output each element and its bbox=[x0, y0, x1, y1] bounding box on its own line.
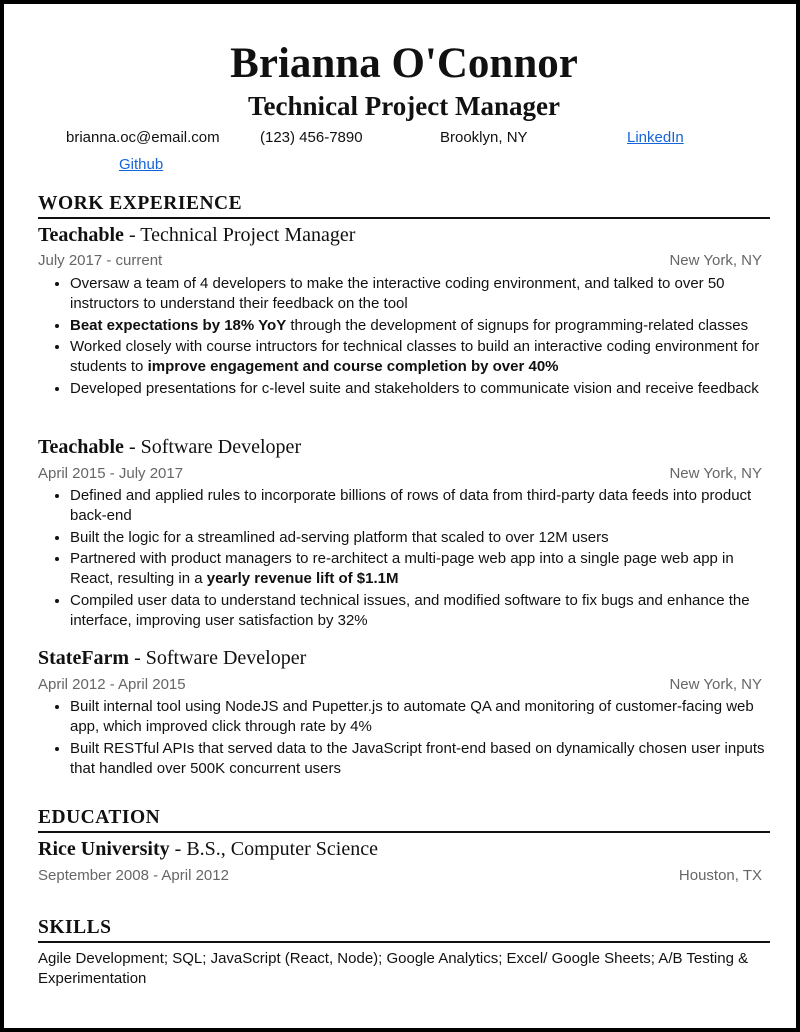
job-separator: - bbox=[123, 224, 141, 246]
job-company: StateFarm bbox=[38, 647, 130, 669]
bullet-item bbox=[70, 591, 770, 631]
job-company: Teachable bbox=[38, 224, 124, 246]
linkedin-link[interactable]: LinkedIn bbox=[627, 129, 684, 146]
bullet-text: Partnered with product managers to re-architect a multi-page web app into a single page web app in React, resulting in a bbox=[70, 550, 734, 587]
location-text: Brooklyn, NY bbox=[440, 129, 528, 146]
job-heading bbox=[38, 434, 301, 460]
job-company: Teachable bbox=[38, 436, 124, 458]
job-separator: - bbox=[123, 436, 141, 458]
skills-heading: SKILLS bbox=[38, 916, 770, 943]
job-dates: April 2015 - July 2017 bbox=[38, 465, 184, 482]
job-location: New York, NY bbox=[669, 465, 762, 482]
job-role: Software Developer bbox=[145, 647, 307, 669]
bullet-text: Developed presentations for c-level suite and stakeholders to communicate vision and receive feedback bbox=[70, 379, 759, 397]
bullet-item bbox=[70, 697, 770, 737]
job-bullets bbox=[38, 274, 770, 400]
bullet-item bbox=[70, 337, 770, 377]
bullet-emphasis: improve engagement and course completion by over 40% bbox=[147, 358, 559, 375]
bullet-item bbox=[70, 316, 770, 336]
job-separator: - bbox=[129, 647, 146, 669]
job-heading bbox=[38, 645, 306, 671]
bullet-text: Oversaw a team of 4 developers to make the interactive coding environment, and talked to over 50 instructors to understand their feedback on the tool bbox=[70, 275, 725, 312]
bullet-item bbox=[70, 486, 770, 526]
job-location: New York, NY bbox=[669, 676, 762, 693]
bullet-text: Built the logic for a streamlined ad-serving platform that scaled to over 12M users bbox=[70, 528, 609, 546]
work-experience-heading: WORK EXPERIENCE bbox=[38, 192, 770, 219]
job-dates: July 2017 - current bbox=[38, 252, 163, 269]
job-bullets bbox=[38, 697, 770, 780]
education-location: Houston, TX bbox=[678, 867, 762, 884]
job-bullets bbox=[38, 486, 770, 632]
email-text: brianna.oc@email.com bbox=[66, 129, 220, 146]
job-dates: April 2012 - April 2015 bbox=[38, 676, 186, 693]
phone-text: (123) 456-7890 bbox=[260, 129, 363, 146]
candidate-title: Technical Project Manager bbox=[248, 91, 560, 121]
candidate-name: Brianna O'Connor bbox=[230, 40, 578, 87]
bullet-text: Defined and applied rules to incorporate billions of rows of data from third-party data feeds into product back-end bbox=[70, 487, 752, 524]
bullet-item bbox=[70, 549, 770, 589]
bullet-text: Built internal tool using NodeJS and Pupetter.js to automate QA and monitoring of customer-facing web app, which improved click through rate by 4% bbox=[70, 698, 754, 735]
education-separator: - bbox=[169, 838, 187, 860]
education-heading-line bbox=[38, 836, 378, 862]
bullet-item bbox=[70, 528, 770, 548]
bullet-text: through the development of signups for programming-related classes bbox=[286, 316, 749, 334]
bullet-text: Built RESTful APIs that served data to the JavaScript front-end based on dynamically chosen user inputs that handled over 500K concurrent users bbox=[70, 739, 765, 777]
github-link[interactable]: Github bbox=[119, 156, 164, 173]
job-role: Software Developer bbox=[140, 436, 302, 458]
education-heading: EDUCATION bbox=[38, 806, 770, 833]
bullet-text: Compiled user data to understand technical issues, and modified software to fix bugs and enhance the interface, improving user satisfaction by 32% bbox=[70, 591, 750, 629]
education-school: Rice University bbox=[38, 838, 170, 860]
education-dates: September 2008 - April 2012 bbox=[38, 867, 229, 884]
skills-text: Agile Development; SQL; JavaScript (React, Node); Google Analytics; Excel/ Google Sheets; A/B Testing & Experimentation bbox=[38, 950, 749, 987]
bullet-text: Worked closely with course intructors for technical classes to build an interactive coding environment for students to bbox=[70, 338, 760, 375]
job-heading bbox=[38, 222, 355, 248]
job-role: Technical Project Manager bbox=[140, 224, 356, 246]
job-location: New York, NY bbox=[669, 252, 762, 269]
education-degree: B.S., Computer Science bbox=[186, 838, 378, 860]
bullet-emphasis: yearly revenue lift of $1.1M bbox=[206, 570, 399, 587]
bullet-item bbox=[70, 739, 770, 779]
bullet-item bbox=[70, 379, 770, 399]
bullet-emphasis: Beat expectations by 18% YoY bbox=[70, 316, 287, 334]
bullet-item bbox=[70, 274, 770, 314]
